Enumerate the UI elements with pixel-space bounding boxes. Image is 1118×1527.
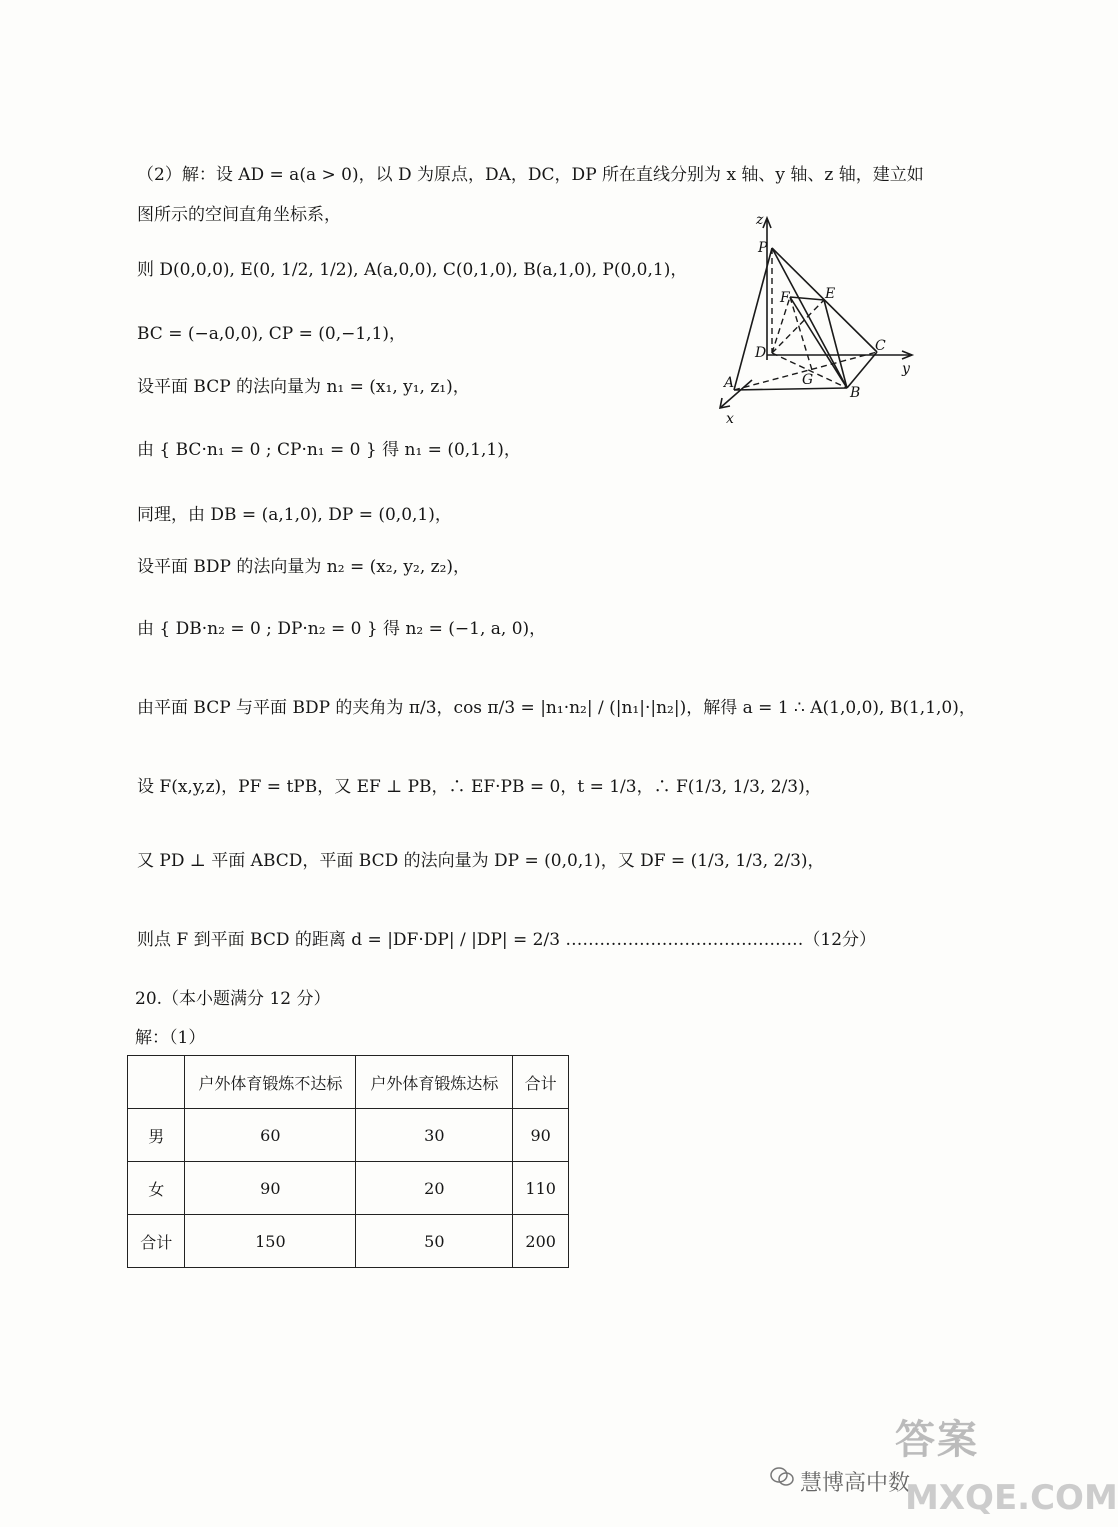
solution-line-6: 由 { BC·n₁ = 0 ; CP·n₁ = 0 } 得 n₁ = (0,1,1)， [137, 440, 521, 460]
solution-line-10: 由平面 BCP 与平面 BDP 的夹角为 π/3，cos π/3 = |n₁·n₂| / (|n₁|·|n₂|)，解得 a = 1 ∴ A(1,0,0), B(1,1,0)， [137, 698, 976, 718]
solution-line-13: 则点 F 到平面 BCD 的距离 d = |DF·DP| / |DP| = 2/3 ……………………………………（12分） [137, 930, 877, 950]
label-c: C [875, 338, 886, 354]
label-g: G [802, 372, 814, 388]
solution-line-2: 图所示的空间直角坐标系， [137, 205, 341, 225]
table-row [128, 1162, 569, 1215]
table-header-cell: 合计 [513, 1056, 569, 1109]
wechat-icon [770, 1466, 794, 1488]
problem-20-heading: 20.（本小题满分 12 分） [135, 989, 331, 1009]
solution-line-5: 设平面 BCP 的法向量为 n₁ = (x₁, y₁, z₁)， [137, 377, 470, 397]
table-header-cell: 户外体育锻炼不达标 [185, 1056, 356, 1109]
watermark-site: MXQE.COM [905, 1478, 1118, 1518]
solution-line-9: 由 { DB·n₂ = 0 ; DP·n₂ = 0 } 得 n₂ = (−1, a, 0)， [137, 619, 547, 639]
label-e: E [825, 286, 836, 302]
table-cell: 90 [513, 1109, 569, 1162]
label-p: P [758, 240, 768, 256]
contingency-table [127, 1055, 569, 1268]
table-cell: 110 [513, 1162, 569, 1215]
label-z: z [756, 212, 764, 228]
solution-line-3: 则 D(0,0,0), E(0, 1/2, 1/2), A(a,0,0), C(0,1,0), B(a,1,0), P(0,0,1)， [137, 260, 688, 280]
table-cell: 200 [513, 1215, 569, 1268]
table-header-cell [128, 1056, 185, 1109]
table-cell: 90 [185, 1162, 356, 1215]
solution-line-8: 设平面 BDP 的法向量为 n₂ = (x₂, y₂, z₂)， [137, 557, 471, 577]
watermark-account: 慧博高中数 [800, 1471, 911, 1496]
table-row [128, 1109, 569, 1162]
problem-20-sub: 解：（1） [135, 1028, 206, 1048]
table-cell: 30 [356, 1109, 513, 1162]
table-header-cell: 户外体育锻炼达标 [356, 1056, 513, 1109]
table-cell: 女 [128, 1162, 185, 1215]
table-cell: 男 [128, 1109, 185, 1162]
watermark-brand: 答案 [895, 1417, 979, 1463]
label-a: A [724, 375, 735, 391]
table-cell: 60 [185, 1109, 356, 1162]
table-header-row [128, 1056, 569, 1109]
solution-line-12: 又 PD ⊥ 平面 ABCD，平面 BCD 的法向量为 DP = (0,0,1)，又 DF = (1/3, 1/3, 2/3)， [137, 851, 825, 871]
solution-line-7: 同理，由 DB = (a,1,0), DP = (0,0,1)， [137, 505, 452, 525]
label-f: F [780, 290, 790, 306]
label-x: x [726, 411, 734, 427]
pyramid-figure [712, 210, 927, 425]
label-y: y [902, 361, 910, 377]
table-cell: 150 [185, 1215, 356, 1268]
table-cell: 20 [356, 1162, 513, 1215]
solution-line-4: BC = (−a,0,0), CP = (0,−1,1)， [137, 324, 407, 344]
label-b: B [850, 385, 861, 401]
table-row [128, 1215, 569, 1268]
solution-line-11: 设 F(x,y,z)，PF = tPB，又 EF ⊥ PB，∴ EF·PB = 0，t = 1/3，∴ F(1/3, 1/3, 2/3)， [137, 777, 822, 797]
table-cell: 合计 [128, 1215, 185, 1268]
solution-line-1: （2）解：设 AD = a(a > 0)，以 D 为原点，DA，DC，DP 所在直线分别为 x 轴、y 轴、z 轴，建立如 [137, 165, 924, 185]
label-d: D [755, 345, 767, 361]
table-cell: 50 [356, 1215, 513, 1268]
